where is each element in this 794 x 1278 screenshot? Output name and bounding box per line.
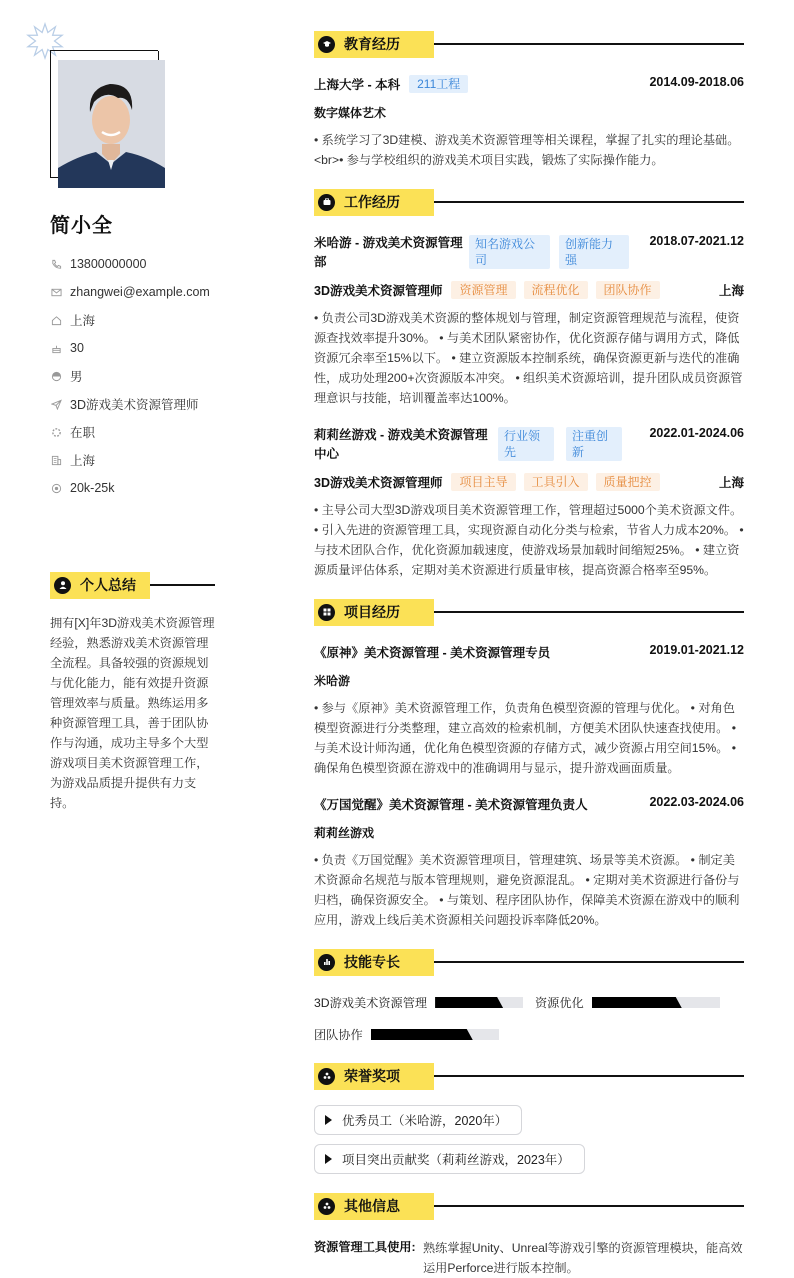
user-icon bbox=[54, 577, 71, 594]
education-date: 2014.09-2018.06 bbox=[649, 75, 744, 89]
skills-title: 技能专长 bbox=[344, 954, 400, 970]
education-description: • 系统学习了3D建模、游戏美术资源管理等相关课程，掌握了扎实的理论基础。<br>• 参与学校组织的游戏美术项目实践，锻炼了实际操作能力。 bbox=[314, 133, 740, 167]
project-description: • 参与《原神》美术资源管理工作，负责角色模型资源的管理与优化。 • 对角色模型资源进行分类整理，建立高效的检索机制，方便美术团队快速查找使用。 • 与美术设计师沟通，优化角色模型资源的存储方式，减少资源占用空间15%。 • 确保角色模型资源在游戏中的准确调用与显示，提升游戏画面质量。 bbox=[314, 701, 737, 775]
projects-title: 项目经历 bbox=[344, 604, 400, 620]
education-section bbox=[314, 30, 744, 58]
project-org: 米哈游 bbox=[314, 674, 351, 688]
section-title-tag bbox=[314, 31, 434, 58]
section-title-tag bbox=[50, 572, 150, 599]
company-name-line1: 米哈游 - 游戏美术资源管理 bbox=[314, 236, 463, 250]
company-tag: 注重创 新 bbox=[566, 427, 622, 461]
info-city bbox=[50, 446, 210, 474]
work-description: • 负责公司3D游戏美术资源的整体规划与管理，制定资源管理规范与流程，使资源查找效率提升30%。 • 与美术团队紧密协作，优化资源存储与调用方式，降低资源冗余率至15%以下。 • 建立资源版本控制系统，确保资源更新与迭代的准确性，成功处理200+次资源版本冲突。 • 组织美术资源培训，提升团队成员资源管理意识与技能，培训覆盖率达100%。 bbox=[314, 311, 743, 405]
school-tag: 211工程 bbox=[409, 75, 468, 93]
home-icon bbox=[50, 314, 62, 326]
skill-progress-bar bbox=[592, 997, 720, 1008]
summary-section-header bbox=[50, 571, 215, 599]
section-divider bbox=[434, 1075, 744, 1076]
skill-name: 3D游戏美术资源管理 bbox=[314, 996, 428, 1010]
work-city: 上海 bbox=[718, 284, 744, 298]
bar-chart-icon bbox=[318, 954, 335, 971]
triangle-right-icon bbox=[325, 1154, 332, 1164]
other-section bbox=[314, 1192, 744, 1220]
section-divider bbox=[434, 611, 744, 612]
skill-name: 资源优化 bbox=[535, 996, 584, 1010]
work-role: 3D游戏美术资源管理师 bbox=[314, 476, 443, 490]
info-position bbox=[50, 390, 210, 418]
company-name-line2: 部 bbox=[314, 255, 327, 269]
skill-item bbox=[314, 994, 523, 1011]
project-name: 《原神》美术资源管理 - 美术资源管理专员 bbox=[314, 646, 551, 660]
education-header-row bbox=[314, 75, 744, 93]
other-title: 其他信息 bbox=[344, 1198, 400, 1214]
phone-icon bbox=[50, 258, 62, 270]
project-header-row bbox=[314, 643, 744, 661]
candidate-name: 简小全 bbox=[50, 215, 113, 237]
contact-info-list bbox=[50, 250, 210, 502]
awards-title: 荣誉奖项 bbox=[344, 1068, 400, 1084]
school-name: 上海大学 - 本科 bbox=[314, 78, 401, 92]
info-icon bbox=[318, 1198, 335, 1215]
city-value: 上海 bbox=[70, 454, 96, 468]
status-icon bbox=[50, 426, 62, 438]
company-name-line2: 中心 bbox=[314, 447, 340, 461]
award-icon bbox=[318, 1068, 335, 1085]
building-icon bbox=[50, 454, 62, 466]
skill-tag: 项目主导 bbox=[451, 473, 515, 491]
info-phone bbox=[50, 250, 210, 278]
skills-section bbox=[314, 948, 744, 976]
skill-tag: 资源管理 bbox=[451, 281, 515, 299]
work-date: 2018.07-2021.12 bbox=[649, 234, 744, 248]
section-divider bbox=[434, 961, 744, 962]
grid-icon bbox=[318, 604, 335, 621]
info-gender bbox=[50, 362, 210, 390]
projects-section bbox=[314, 598, 744, 626]
section-divider bbox=[434, 1205, 744, 1206]
section-divider bbox=[150, 584, 215, 585]
award-item[interactable] bbox=[314, 1105, 522, 1135]
section-title-tag bbox=[314, 189, 434, 216]
skill-tag: 团队协作 bbox=[596, 281, 660, 299]
skill-progress-bar bbox=[435, 997, 523, 1008]
skill-progress-bar bbox=[371, 1029, 499, 1040]
education-title: 教育经历 bbox=[344, 36, 400, 52]
skill-tag: 流程优化 bbox=[524, 281, 588, 299]
work-role-row bbox=[314, 473, 744, 491]
work-role: 3D游戏美术资源管理师 bbox=[314, 284, 443, 298]
graduation-cap-icon bbox=[318, 36, 335, 53]
project-date: 2022.03-2024.06 bbox=[649, 795, 744, 809]
section-divider bbox=[434, 201, 744, 202]
company-tag: 创新能力 强 bbox=[559, 235, 629, 269]
salary-value: 20k-25k bbox=[70, 481, 115, 495]
project-description: • 负责《万国觉醒》美术资源管理项目，管理建筑、场景等美术资源。 • 制定美术资源命名规范与版本管理规则，避免资源混乱。 • 定期对美术资源进行备份与归档，确保资源安全。 • 与策划、程序团队协作，保障美术资源在游戏中的顺利应用，游戏上线后美术资源相关问题投诉率降低20%。 bbox=[314, 853, 740, 927]
section-divider bbox=[434, 43, 744, 44]
gender-value: 男 bbox=[70, 370, 83, 384]
age-value: 30 bbox=[70, 341, 84, 355]
award-label: 优秀员工（米哈游，2020年） bbox=[342, 1114, 508, 1128]
work-company bbox=[314, 234, 464, 272]
summary-title: 个人总结 bbox=[80, 577, 136, 593]
awards-section bbox=[314, 1062, 744, 1090]
other-value-line1: 熟练掌握Unity、Unreal等游戏引擎的资源管理模块，能高效 bbox=[423, 1241, 743, 1255]
company-tag: 知名游戏公 司 bbox=[469, 235, 550, 269]
company-name-line1: 莉莉丝游戏 - 游戏美术资源管理 bbox=[314, 428, 488, 442]
education-major: 数字媒体艺术 bbox=[314, 106, 387, 120]
gender-icon bbox=[50, 370, 62, 382]
work-date: 2022.01-2024.06 bbox=[649, 426, 744, 440]
status-value: 在职 bbox=[70, 426, 96, 440]
other-label: 资源管理工具使用: bbox=[314, 1240, 416, 1254]
work-city: 上海 bbox=[718, 476, 744, 490]
project-org: 莉莉丝游戏 bbox=[314, 826, 375, 840]
skill-item bbox=[314, 1026, 499, 1043]
summary-text: 拥有[X]年3D游戏美术资源管理经验，熟悉游戏美术资源管理全流程。具备较强的资源规划与优化能力，能有效提升资源管理效率与质量。熟练运用多种资源管理工具，善于团队协作与沟通，成功主导多个大型游戏项目美术资源管理工作，为游戏品质提升提供有力支持。 bbox=[50, 616, 215, 810]
skill-item bbox=[535, 994, 720, 1011]
skill-tag: 工具引入 bbox=[524, 473, 588, 491]
work-title: 工作经历 bbox=[344, 194, 400, 210]
award-label: 项目突出贡献奖（莉莉丝游戏，2023年） bbox=[342, 1153, 570, 1167]
work-role-row bbox=[314, 281, 744, 299]
section-title-tag bbox=[314, 949, 434, 976]
award-item[interactable] bbox=[314, 1144, 585, 1174]
other-value bbox=[423, 1238, 753, 1278]
skill-name: 团队协作 bbox=[314, 1028, 363, 1042]
project-header-row bbox=[314, 795, 744, 813]
company-tag: 行业领 先 bbox=[498, 427, 554, 461]
address-value: 上海 bbox=[70, 314, 96, 328]
salary-icon bbox=[50, 482, 62, 494]
section-title-tag bbox=[314, 1063, 434, 1090]
info-status bbox=[50, 418, 210, 446]
section-title-tag bbox=[314, 1193, 434, 1220]
info-salary bbox=[50, 474, 210, 502]
email-value: zhangwei@example.com bbox=[70, 285, 210, 299]
phone-value: 13800000000 bbox=[70, 257, 147, 271]
work-company bbox=[314, 426, 494, 464]
avatar-photo bbox=[58, 60, 165, 188]
position-value: 3D游戏美术资源管理师 bbox=[70, 398, 199, 412]
cake-icon bbox=[50, 342, 62, 354]
triangle-right-icon bbox=[325, 1115, 332, 1125]
skill-tag: 质量把控 bbox=[596, 473, 660, 491]
briefcase-icon bbox=[318, 194, 335, 211]
info-age bbox=[50, 334, 210, 362]
project-date: 2019.01-2021.12 bbox=[649, 643, 744, 657]
section-title-tag bbox=[314, 599, 434, 626]
info-email bbox=[50, 278, 210, 306]
mail-icon bbox=[50, 286, 62, 298]
send-icon bbox=[50, 398, 62, 410]
work-section bbox=[314, 188, 744, 216]
other-value-line2: 运用Perforce进行版本控制。 bbox=[423, 1261, 579, 1275]
project-name: 《万国觉醒》美术资源管理 - 美术资源管理负责人 bbox=[314, 798, 588, 812]
info-address bbox=[50, 306, 210, 334]
work-description: • 主导公司大型3D游戏项目美术资源管理工作，管理超过5000个美术资源文件。 • 引入先进的资源管理工具，实现资源自动化分类与检索，节省人力成本20%。 • 与技术团队合作，优化资源加载速度，使游戏场景加载时间缩短25%。 • 建立资源质量评估体系，定期对美术资源进行质量审核，提高资源合格率至95%。 bbox=[314, 503, 744, 577]
